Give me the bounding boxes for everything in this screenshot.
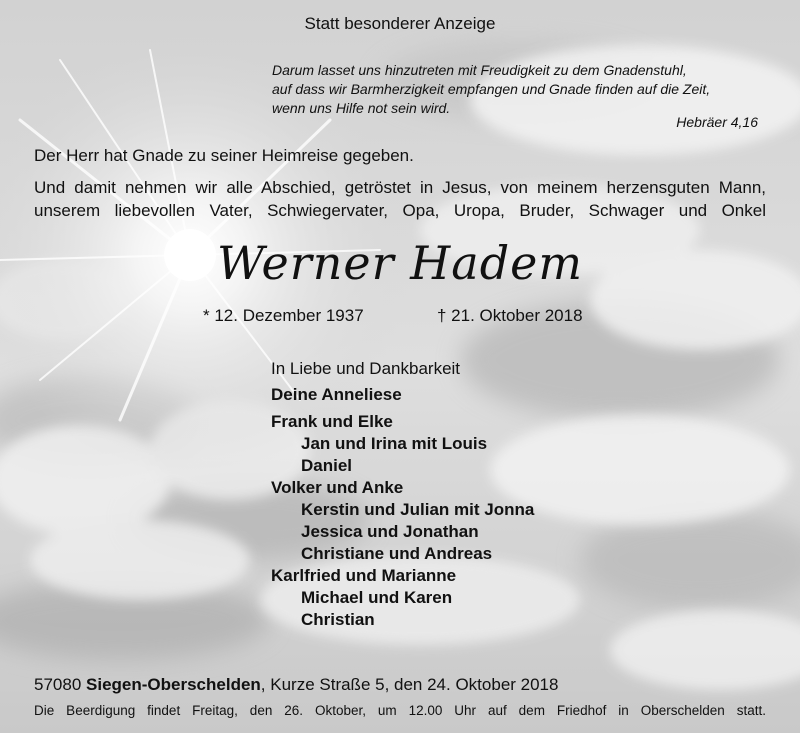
address-line <box>34 675 558 695</box>
town: Siegen-Oberschelden <box>86 675 261 694</box>
mourner-entry: Jessica und Jonathan <box>301 522 479 541</box>
bible-verse-line: auf dass wir Barmherzigkeit empfangen und Gnade finden auf die Zeit, <box>272 81 711 97</box>
mourner-entry: Jan und Irina mit Louis <box>301 434 488 453</box>
street-and-date: , Kurze Straße 5, den 24. Oktober 2018 <box>260 675 559 694</box>
announcement-text <box>34 176 766 222</box>
mourner-entry: Karlfried und Marianne <box>271 566 457 585</box>
birth-date: * 12. Dezember 1937 <box>203 306 364 325</box>
announcement-line: Und damit nehmen wir alle Abschied, getröstet in Jesus, von meinem herzensguten Mann, <box>34 178 766 197</box>
mourner-entry: Christian <box>301 610 375 629</box>
funeral-info: Die Beerdigung findet Freitag, den 26. Oktober, um 12.00 Uhr auf dem Friedhof in Oberschelden statt. <box>34 703 766 718</box>
bible-verse-line: wenn uns Hilfe not sein wird. <box>272 100 451 116</box>
intro-text: Der Herr hat Gnade zu seiner Heimreise gegeben. <box>34 146 414 165</box>
mourner-entry: Deine Anneliese <box>271 385 402 404</box>
mourner-entry: Daniel <box>301 456 353 475</box>
notice-header: Statt besonderer Anzeige <box>304 14 496 33</box>
announcement-line: unserem liebevollen Vater, Schwiegervater, Opa, Uropa, Bruder, Schwager und Onkel <box>34 201 766 220</box>
mourner-entry: Frank und Elke <box>271 412 393 431</box>
mourners-heading: In Liebe und Dankbarkeit <box>271 359 461 378</box>
bible-verse-reference: Hebräer 4,16 <box>676 114 758 130</box>
bible-verse-line: Darum lasset uns hinzutreten mit Freudigkeit zu dem Gnadenstuhl, <box>272 62 687 78</box>
postcode: 57080 <box>34 675 82 694</box>
mourners-list <box>271 384 534 631</box>
mourner-entry: Volker und Anke <box>271 478 404 497</box>
death-date: † 21. Oktober 2018 <box>437 306 583 325</box>
deceased-name: Werner Hadem <box>216 236 584 290</box>
mourner-entry: Michael und Karen <box>301 588 453 607</box>
bible-verse <box>272 61 710 118</box>
mourner-entry: Christiane und Andreas <box>301 544 493 563</box>
mourner-entry: Kerstin und Julian mit Jonna <box>301 500 535 519</box>
